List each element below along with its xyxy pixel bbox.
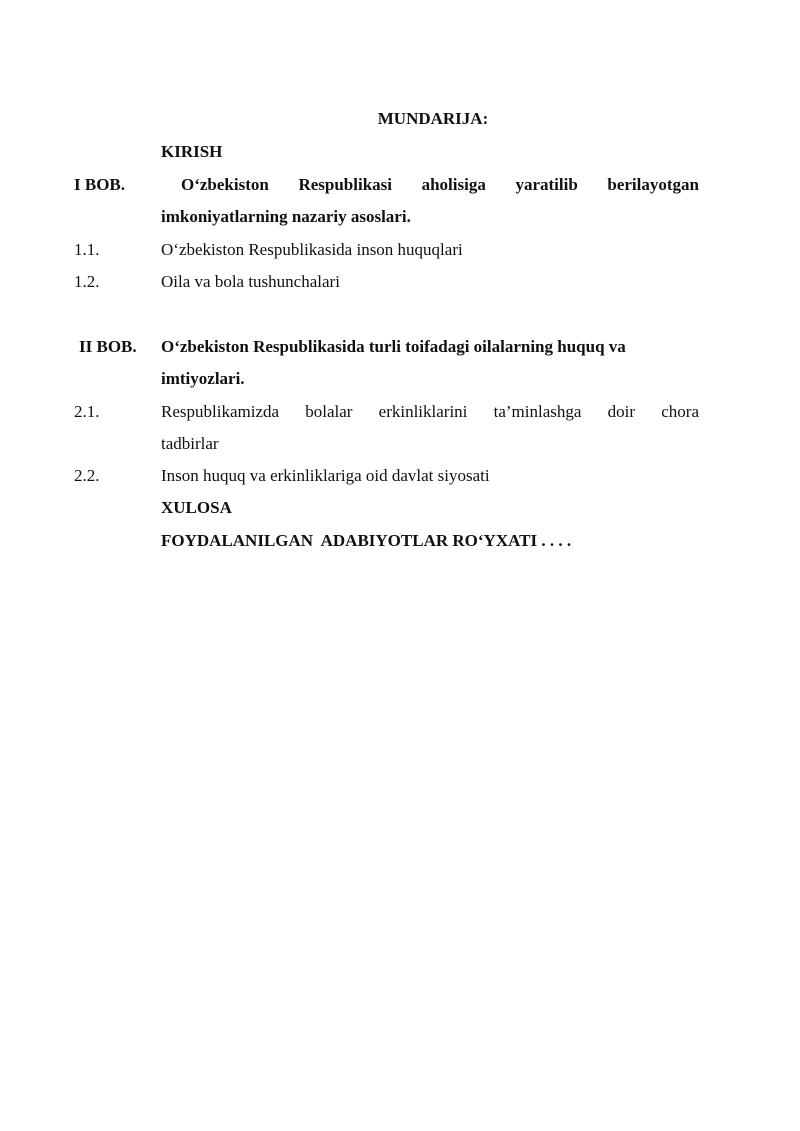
- section-1-2-title: Oila va bola tushunchalari: [161, 272, 340, 291]
- conclusion-heading: XULOSA: [161, 498, 232, 517]
- toc-entry-chapter-1: [0, 175, 800, 197]
- toc-entry-conclusion: [0, 498, 800, 520]
- toc-entry-section-2-2: [0, 466, 800, 488]
- toc-entry-chapter-1-cont: [0, 207, 800, 229]
- toc-entry-chapter-2: [0, 337, 800, 359]
- chapter-2-title-line-1: O‘zbekiston Respublikasida turli toifadagi oilalarning huquq va: [161, 337, 626, 356]
- toc-title: MUNDARIJA:: [377, 109, 489, 128]
- section-2-1-number: 2.1.: [74, 402, 100, 421]
- section-2-2-title: Inson huquq va erkinliklariga oid davlat siyosati: [161, 466, 490, 485]
- section-2-1-title-line-2: tadbirlar: [161, 434, 219, 453]
- intro-heading: KIRISH: [161, 142, 223, 161]
- chapter-1-title-line-2: imkoniyatlarning nazariy asoslari.: [161, 207, 411, 226]
- toc-entry-section-2-1: [0, 402, 800, 424]
- toc-entry-intro: [0, 142, 800, 164]
- section-2-2-number: 2.2.: [74, 466, 100, 485]
- section-1-2-number: 1.2.: [74, 272, 100, 291]
- section-2-1-title-line-1: Respublikamizda bolalar erkinliklarini ta’minlashga doir chora: [161, 402, 699, 421]
- toc-entry-chapter-2-cont: [0, 369, 800, 391]
- toc-entry-section-2-1-cont: [0, 434, 800, 456]
- toc-entry-references: [0, 531, 800, 553]
- toc-entry-section-1-2: [0, 272, 800, 294]
- references-heading: FOYDALANILGAN ADABIYOTLAR RO‘YXATI . . . .: [161, 531, 572, 550]
- toc-entry-section-1-1: [0, 240, 800, 262]
- section-1-1-title: O‘zbekiston Respublikasida inson huquqlari: [161, 240, 463, 259]
- chapter-2-title-line-2: imtiyozlari.: [161, 369, 245, 388]
- chapter-1-title-line-1: O‘zbekiston Respublikasi aholisiga yaratilib berilayotgan: [181, 175, 699, 194]
- chapter-2-number: II BOB.: [79, 337, 137, 356]
- section-1-1-number: 1.1.: [74, 240, 100, 259]
- chapter-1-number: I BOB.: [74, 175, 126, 194]
